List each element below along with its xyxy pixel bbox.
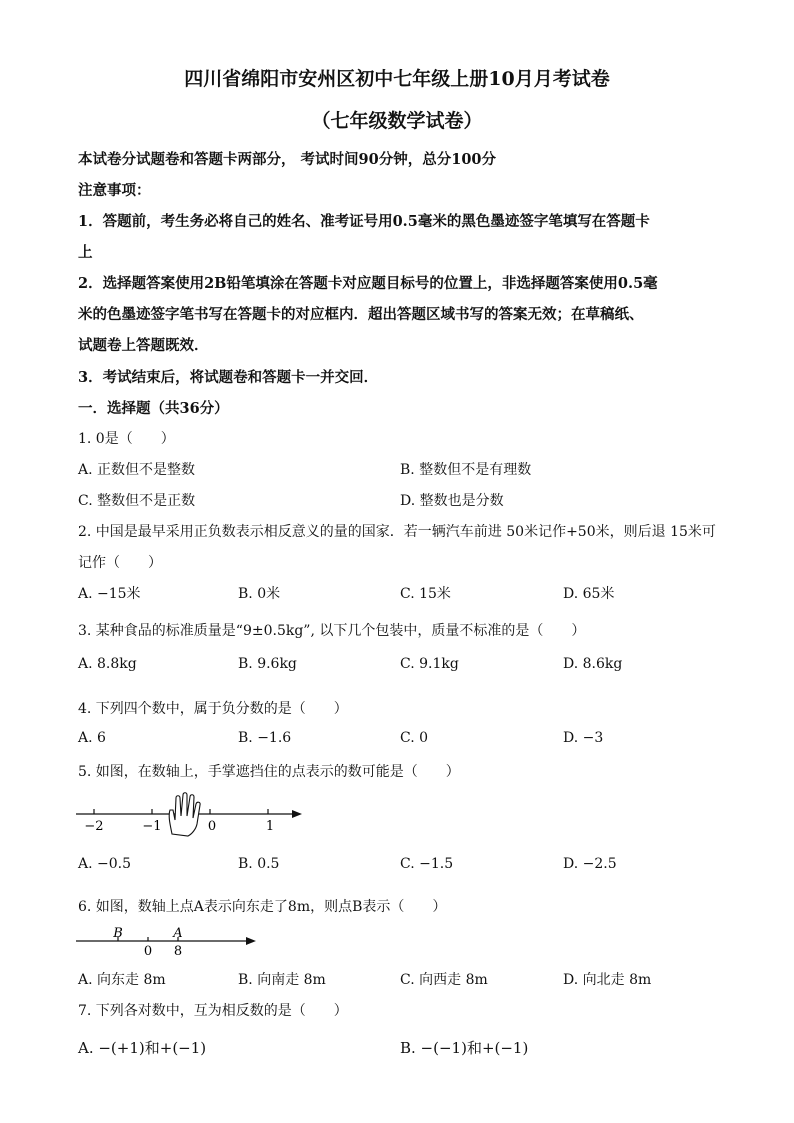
axis-label: 1 bbox=[265, 819, 275, 834]
question-2-option-c: C. 15米 bbox=[400, 586, 451, 602]
question-5-option-d: D. −2.5 bbox=[563, 856, 617, 872]
question-4-option-d: D. −3 bbox=[563, 730, 604, 746]
question-5-stem: 5. 如图，在数轴上，手掌遮挡住的点表示的数可能是（ ） bbox=[78, 764, 460, 780]
question-5-option-b: B. 0.5 bbox=[238, 856, 280, 872]
palm-icon bbox=[169, 793, 200, 836]
axis-label: 8 bbox=[173, 944, 183, 959]
question-3-option-d: D. 8.6kg bbox=[563, 656, 623, 672]
question-7-stem: 7. 下列各对数中，互为相反数的是（ ） bbox=[78, 1003, 348, 1019]
question-3-option-b: B. 9.6kg bbox=[238, 656, 297, 672]
question-2-option-d: D. 65米 bbox=[563, 586, 615, 602]
question-6-option-c: C. 向西走 8m bbox=[400, 972, 488, 988]
question-5-number-line-figure bbox=[72, 792, 312, 840]
section-heading: 一．选择题（共36分） bbox=[78, 400, 229, 417]
question-6-stem: 6. 如图，数轴上点A表示向东走了8m，则点B表示（ ） bbox=[78, 899, 447, 915]
question-4-option-a: A. 6 bbox=[78, 730, 106, 746]
note-1-line-2: 上 bbox=[78, 244, 93, 261]
question-2-stem-line-1: 2. 中国是最早采用正负数表示相反意义的量的国家．若一辆汽车前进 50米记作+50米，则后退 15米可 bbox=[78, 524, 716, 540]
number-line-arrow bbox=[246, 937, 256, 945]
question-2-option-a: A. −15米 bbox=[78, 586, 141, 602]
page-subtitle: （七年级数学试卷） bbox=[311, 110, 483, 132]
axis-label: −2 bbox=[84, 819, 104, 834]
question-4-option-c: C. 0 bbox=[400, 730, 429, 746]
question-6-option-a: A. 向东走 8m bbox=[78, 972, 166, 988]
question-1-option-a: A. 正数但不是整数 bbox=[78, 462, 196, 478]
note-1-line-1: 1．答题前，考生务必将自己的姓名、准考证号用0.5毫米的黑色墨迹签字笔填写在答题卡 bbox=[78, 213, 650, 230]
note-2-line-3: 试题卷上答题既效． bbox=[78, 337, 209, 354]
question-1-option-b: B. 整数但不是有理数 bbox=[400, 462, 532, 478]
question-3-option-c: C. 9.1kg bbox=[400, 656, 459, 672]
number-line-arrow bbox=[292, 810, 302, 818]
point-label: B bbox=[113, 926, 123, 941]
question-6-option-d: D. 向北走 8m bbox=[563, 972, 652, 988]
question-5-option-c: C. −1.5 bbox=[400, 856, 454, 872]
note-2-line-1: 2．选择题答案使用2B铅笔填涂在答题卡对应题目标号的位置上，非选择题答案使用0.5毫 bbox=[78, 275, 658, 292]
question-3-stem: 3. 某种食品的标准质量是“9±0.5kg”, 以下几个包装中，质量不标准的是（ ） bbox=[78, 623, 586, 639]
point-label: A bbox=[173, 926, 183, 941]
question-4-option-b: B. −1.6 bbox=[238, 730, 292, 746]
question-6-option-b: B. 向南走 8m bbox=[238, 972, 326, 988]
axis-label: 0 bbox=[207, 819, 217, 834]
axis-label: −1 bbox=[142, 819, 162, 834]
exam-intro: 本试卷分试题卷和答题卡两部分， 考试时间90分钟，总分100分 bbox=[78, 151, 496, 168]
question-1-stem: 1. 0是（ ） bbox=[78, 431, 175, 447]
question-4-stem: 4. 下列四个数中，属于负分数的是（ ） bbox=[78, 701, 348, 717]
question-2-stem-line-2: 记作（ ） bbox=[78, 555, 162, 571]
note-3: 3．考试结束后，将试题卷和答题卡一并交回． bbox=[78, 369, 379, 386]
question-2-option-b: B. 0米 bbox=[238, 586, 281, 602]
question-5-option-a: A. −0.5 bbox=[78, 856, 132, 872]
question-1-option-d: D. 整数也是分数 bbox=[400, 493, 504, 509]
question-7-option-a: A. −(+1)和+(−1) bbox=[78, 1039, 207, 1057]
page-title: 四川省绵阳市安州区初中七年级上册10月月考试卷 bbox=[184, 68, 610, 90]
question-7-option-b: B. −(−1)和+(−1) bbox=[400, 1039, 529, 1057]
question-1-option-c: C. 整数但不是正数 bbox=[78, 493, 196, 509]
note-2-line-2: 米的色墨迹签字笔书写在答题卡的对应框内．超出答题区域书写的答案无效；在草稿纸、 bbox=[78, 306, 644, 323]
question-6-number-line-figure bbox=[72, 922, 267, 960]
axis-label: 0 bbox=[143, 944, 153, 959]
question-3-option-a: A. 8.8kg bbox=[78, 656, 137, 672]
notes-heading: 注意事项： bbox=[78, 182, 151, 199]
